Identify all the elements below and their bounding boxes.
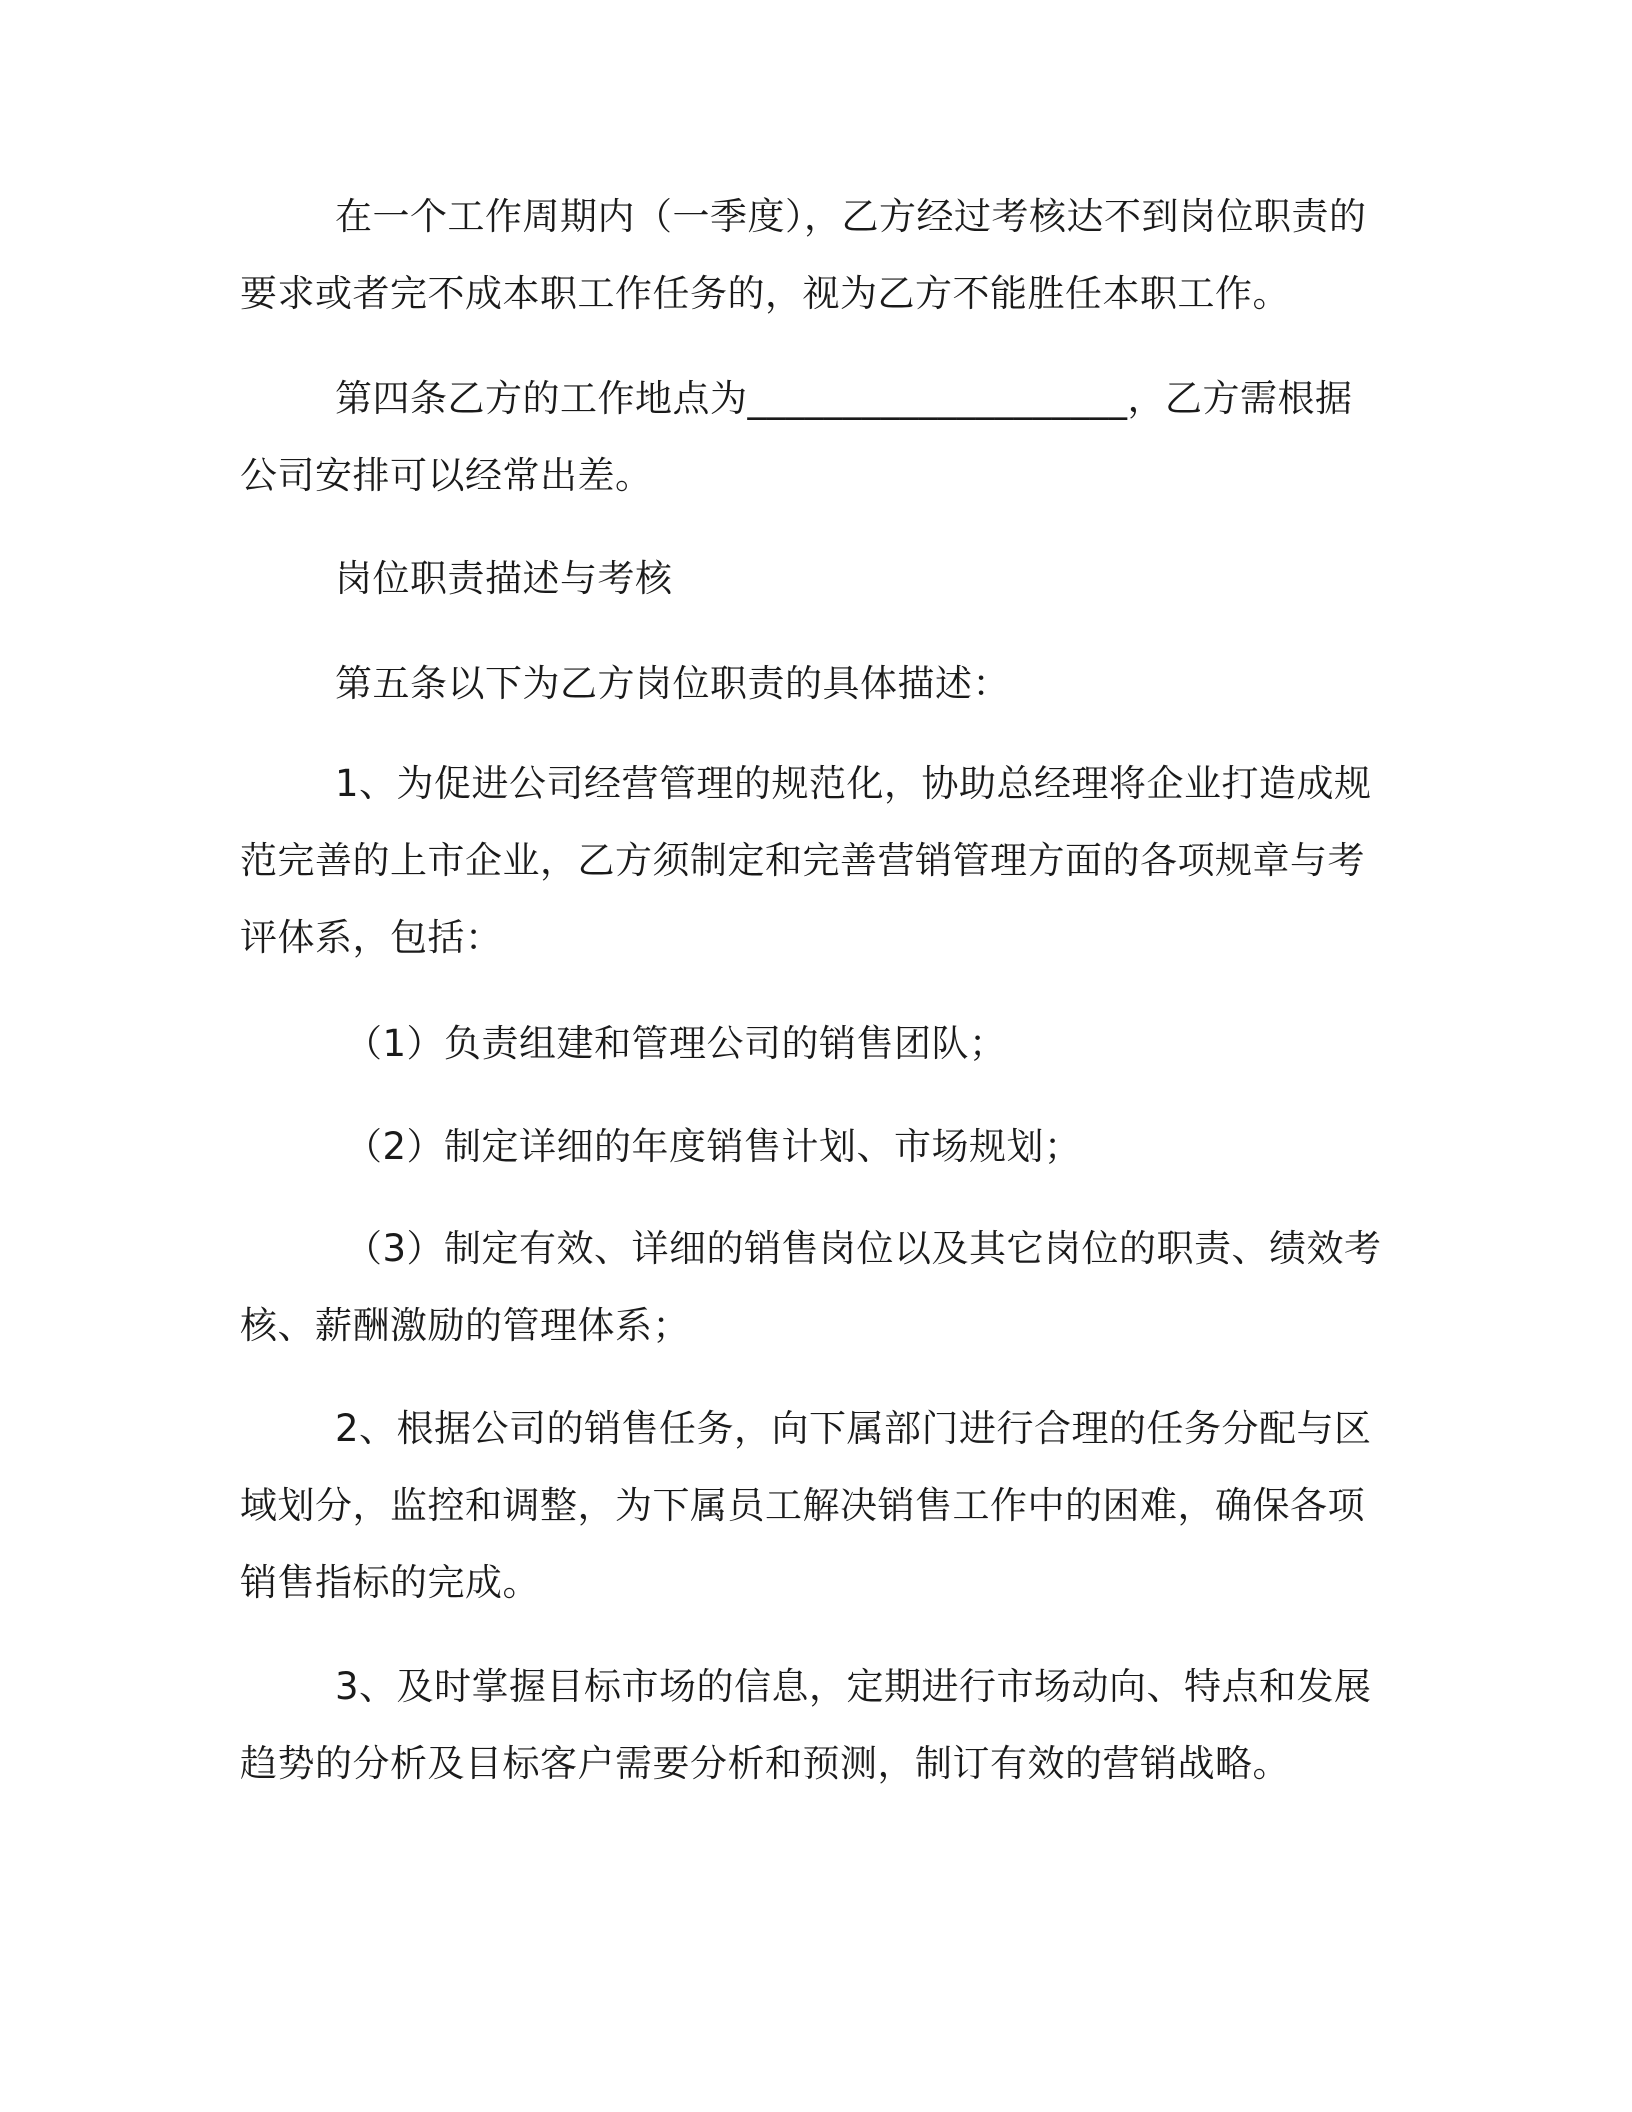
text-line: （3）制定有效、详细的销售岗位以及其它岗位的职责、绩效考 bbox=[345, 1227, 1382, 1270]
text-line: 公司安排可以经常出差。 bbox=[240, 454, 653, 497]
text-line: 范完善的上市企业，乙方须制定和完善营销管理方面的各项规章与考 bbox=[240, 839, 1365, 882]
text-line: 域划分，监控和调整，为下属员工解决销售工作中的困难，确保各项 bbox=[240, 1484, 1365, 1527]
text-line: 在一个工作周期内（一季度），乙方经过考核达不到岗位职责的 bbox=[335, 195, 1367, 238]
text-line: 销售指标的完成。 bbox=[240, 1561, 540, 1604]
text-line: 核、薪酬激励的管理体系； bbox=[240, 1304, 690, 1347]
text-line: （2）制定详细的年度销售计划、市场规划； bbox=[345, 1125, 1082, 1168]
text-line: 评体系，包括： bbox=[240, 916, 503, 959]
text-line: 2、根据公司的销售任务，向下属部门进行合理的任务分配与区 bbox=[335, 1407, 1372, 1450]
text-line: 3、及时掌握目标市场的信息，定期进行市场动向、特点和发展 bbox=[335, 1665, 1372, 1708]
text-line: 岗位职责描述与考核 bbox=[335, 557, 673, 600]
text-line: 第五条以下为乙方岗位职责的具体描述： bbox=[335, 662, 1010, 705]
text-line: 第四条乙方的工作地点为____________________，乙方需根据 bbox=[335, 377, 1353, 420]
text-line: 1、为促进公司经营管理的规范化，协助总经理将企业打造成规 bbox=[335, 762, 1372, 805]
text-line: （1）负责组建和管理公司的销售团队； bbox=[345, 1022, 1007, 1065]
text-line: 要求或者完不成本职工作任务的，视为乙方不能胜任本职工作。 bbox=[240, 272, 1290, 315]
text-line: 趋势的分析及目标客户需要分析和预测，制订有效的营销战略。 bbox=[240, 1742, 1290, 1785]
